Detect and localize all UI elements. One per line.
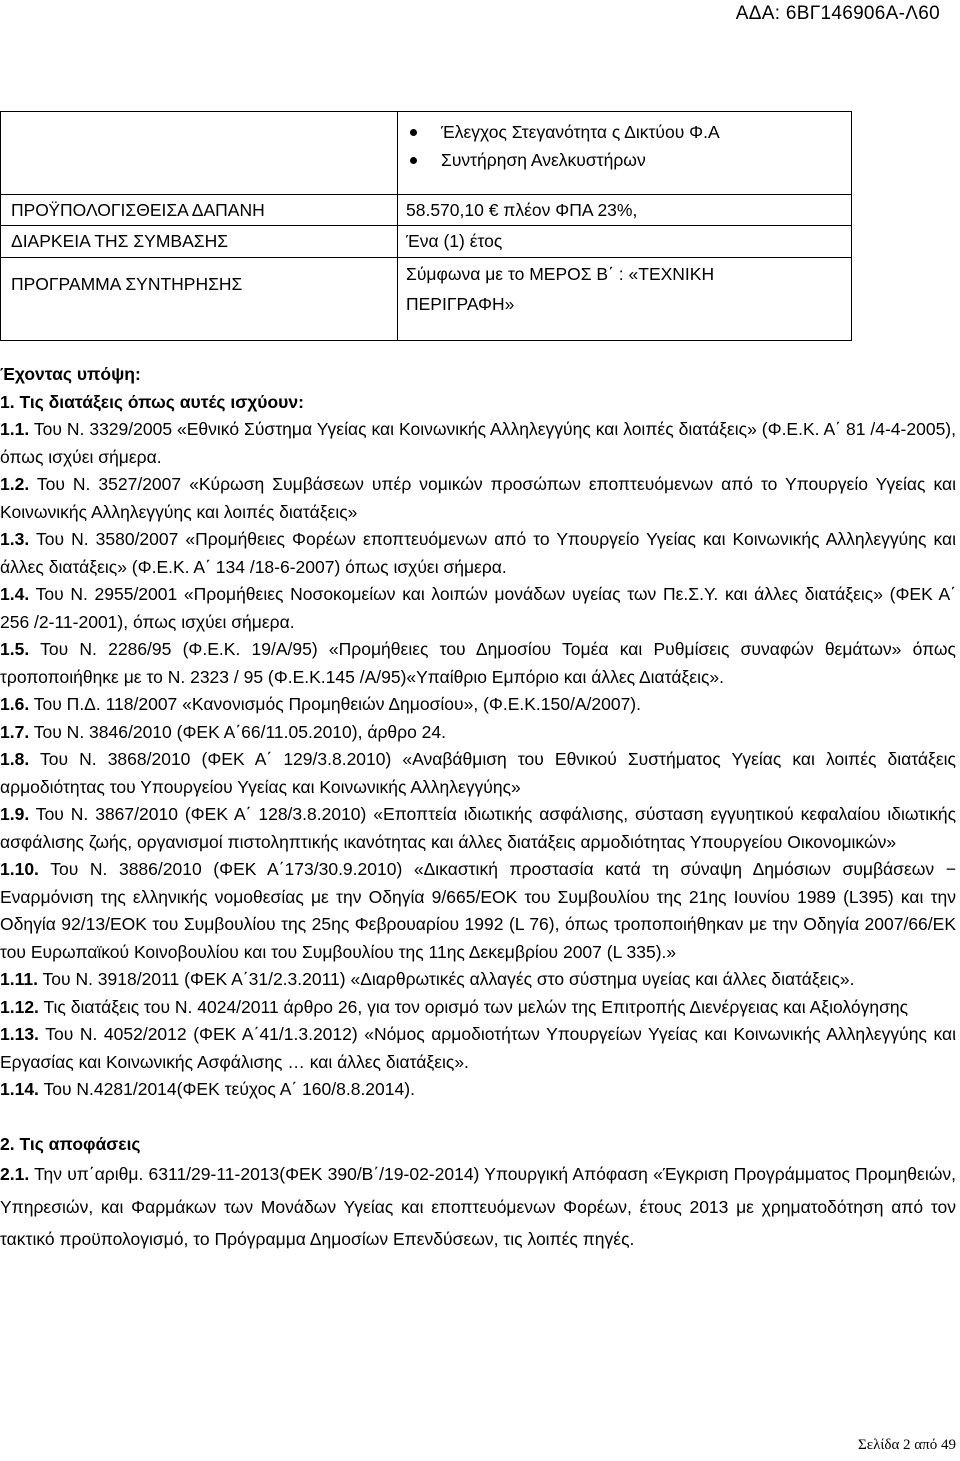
row-label: ΠΡΟΓΡΑΜΜΑ ΣΥΝΤΗΡΗΣΗΣ	[1, 258, 398, 341]
item-number: 1.11.	[0, 969, 38, 989]
item-text: Του Ν. 3329/2005 «Εθνικό Σύστημα Υγείας και Κοινωνικής Αλληλεγγύης και λοιπές διατάξεις» (Φ.Ε.Κ. Α΄ 81 /4-4-2005), όπως ισχύει σήμερα.	[0, 419, 956, 467]
item-text: Του Ν. 2955/2001 «Προμήθειες Νοσοκομείων και λοιπών μονάδων υγείας των Πε.Σ.Υ. και άλλες διατάξεις» (ΦΕΚ Α΄ 256 /2-11-2001), όπως ισχύει σήμερα.	[0, 584, 956, 632]
list-item: Έλεγχος Στεγανότητα ς Δικτύου Φ.Α	[406, 118, 843, 146]
item-text: Του Ν. 2286/95 (Φ.Ε.Κ. 19/Α/95) «Προμήθειες του Δημοσίου Τομέα και Ρυθμίσεις συναφών θεμάτων» όπως τροποποιήθηκε με το Ν. 2323 / 95 (Φ.Ε.Κ.145 /Α/95)«Υπαίθριο Εμπόριο και άλλες Διατάξεις».	[0, 639, 956, 687]
item-text: Του Ν. 3886/2010 (ΦΕΚ Α΄173/30.9.2010) «Δικαστική προστασία κατά τη σύναψη Δημόσιων συμβάσεων − Εναρμόνιση της ελληνικής νομοθεσίας με την Οδηγία 9/665/ΕΟΚ του Συμβουλίου της 21ης Ιουνίου 1989 (L395) και την Οδηγία 92/13/ΕΟΚ του Συμβουλίου της 25ης Φεβρουαρίου 1992 (L 76), όπως τροποποιήθηκαν με την Οδηγία 2007/66/ΕΚ του Ευρωπαϊκού Κοινοβουλίου και του Συμβουλίου της 11ης Δεκεμβρίου 2007 (L 335).»	[0, 859, 956, 962]
list-item	[0, 471, 956, 526]
item-number: 1.9.	[0, 804, 30, 824]
list-item	[0, 581, 956, 636]
section-1-items	[0, 416, 956, 1104]
item-text: Τις διατάξεις του Ν. 4024/2011 άρθρο 26, για τον ορισμό των μελών της Επιτροπής Διενέργειας και Αξιολόγησης	[38, 996, 909, 1017]
item-number: 1.14.	[0, 1079, 39, 1099]
row-value: 58.570,10 € πλέον ΦΠΑ 23%,	[398, 195, 852, 226]
item-text: Του Ν. 4052/2012 (ΦΕΚ Α΄41/1.3.2012) «Νόμος αρμοδιοτήτων Υπουργείων Υγείας και Κοινωνικής Αλληλεγγύης και Εργασίας και Κοινωνικής Ασφάλισης … και άλλες διατάξεις».	[0, 1024, 956, 1072]
section-2-title: 2. Τις αποφάσεις	[0, 1133, 141, 1154]
row-value: Ένα (1) έτος	[398, 226, 852, 258]
table-row	[1, 112, 852, 195]
item-text: Του Ν. 3846/2010 (ΦΕΚ Α΄66/11.05.2010), άρθρο 24.	[29, 721, 447, 742]
section-1-title: 1. Τις διατάξεις όπως αυτές ισχύουν:	[0, 391, 304, 412]
item-number: 1.3.	[0, 529, 30, 549]
item-number: 1.10.	[0, 859, 39, 879]
spec-table	[0, 111, 852, 341]
row-value	[398, 258, 852, 341]
row-label: ΔΙΑΡΚΕΙΑ ΤΗΣ ΣΥΜΒΑΣΗΣ	[1, 226, 398, 258]
list-item	[0, 966, 956, 994]
row-value-line: Σύμφωνα με το ΜΕΡΟΣ Β΄ : «ΤΕΧΝΙΚΗ	[406, 264, 715, 284]
list-item	[0, 856, 956, 966]
bullets-cell	[398, 112, 852, 195]
item-number: 1.5.	[0, 639, 30, 659]
item-number: 1.6.	[0, 694, 30, 714]
list-item	[0, 691, 956, 719]
list-item	[0, 1158, 956, 1256]
list-item	[0, 416, 956, 471]
table-row	[1, 226, 852, 258]
row-value-line: ΠΕΡΙΓΡΑΦΗ»	[406, 294, 515, 314]
list-item	[0, 801, 956, 856]
item-number: 1.7.	[0, 721, 30, 742]
row-label: ΠΡΟΫΠΟΛΟΓΙΣΘΕΙΣΑ ΔΑΠΑΝΗ	[1, 195, 398, 226]
section-2-items	[0, 1158, 956, 1256]
list-item	[0, 526, 956, 581]
item-text: Του Ν. 3580/2007 «Προμήθειες Φορέων εποπτευόμενων από το Υπουργείο Υγείας και Κοινωνικής Αλληλεγγύης και άλλες διατάξεις» (Φ.Ε.Κ. Α΄ 134 /18-6-2007) όπως ισχύει σήμερα.	[0, 529, 956, 577]
list-item	[0, 636, 956, 691]
item-text: Του Ν.4281/2014(ΦΕΚ τεύχος Α΄ 160/8.8.2014).	[38, 1079, 415, 1099]
list-item	[0, 1021, 956, 1076]
item-number: 1.13.	[0, 1024, 39, 1044]
list-item	[0, 719, 956, 747]
item-text: Του Ν. 3868/2010 (ΦΕΚ Α΄ 129/3.8.2010) «Αναβάθμιση του Εθνικού Συστήματος Υγείας και λοιπές διατάξεις αρμοδιότητας του Υπουργείου Υγείας και Κοινωνικής Αλληλεγγύης»	[0, 749, 956, 797]
intro-heading: Έχοντας υπόψη:	[0, 364, 141, 384]
item-text: Του Ν. 3918/2011 (ΦΕΚ Α΄31/2.3.2011) «Διαρθρωτικές αλλαγές στο σύστημα υγείας και άλλες διατάξεις».	[37, 969, 855, 989]
table-row	[1, 195, 852, 226]
list-item	[0, 1076, 956, 1104]
item-number: 1.12.	[0, 996, 39, 1017]
item-text: Την υπ΄αριθμ. 6311/29-11-2013(ΦΕΚ 390/Β΄/19-02-2014) Υπουργική Απόφαση «Έγκριση Προγράμματος Προμηθειών, Υπηρεσιών, και Φαρμάκων των Μονάδων Υγείας και εποπτευόμενων Φορέων, έτους 2013 με χρηματοδότηση από τον τακτικό προϋπολογισμό, το Πρόγραμμα Δημοσίων Επενδύσεων, τις λοιπές πηγές.	[0, 1164, 956, 1249]
item-number: 1.4.	[0, 584, 30, 604]
ada-code: ΑΔΑ: 6ΒΓ146906Α-Λ60	[735, 3, 940, 24]
item-number: 1.1.	[0, 419, 30, 439]
item-text: Του Ν. 3867/2010 (ΦΕΚ Α΄ 128/3.8.2010) «Εποπτεία ιδιωτικής ασφάλισης, σύσταση εγγυητικού κεφαλαίου ιδιωτικής ασφάλισης ζωής, οργανισμοί πιστοληπτικής ικανότητας και άλλες διατάξεις αρμοδιότητας Υπουργείου Οικονομικών»	[0, 804, 956, 852]
bullet-list	[406, 112, 843, 177]
empty-cell	[1, 112, 398, 195]
table-row	[1, 258, 852, 341]
item-text: Του Π.Δ. 118/2007 «Κανονισμός Προμηθειών Δημοσίου», (Φ.Ε.Κ.150/Α/2007).	[29, 694, 641, 714]
list-item: Συντήρηση Ανελκυστήρων	[406, 146, 843, 174]
list-item	[0, 994, 956, 1022]
page-number: Σελίδα 2 από 49	[858, 1437, 956, 1453]
document-body	[0, 361, 956, 1256]
item-text: Του Ν. 3527/2007 «Κύρωση Συμβάσεων υπέρ νομικών προσώπων εποπτευόμενων από το Υπουργείο Υγείας και Κοινωνικής Αλληλεγγύης και λοιπές διατάξεις»	[0, 474, 956, 522]
item-number: 2.1.	[0, 1164, 30, 1184]
item-number: 1.8.	[0, 749, 30, 769]
item-number: 1.2.	[0, 474, 30, 494]
list-item	[0, 746, 956, 801]
